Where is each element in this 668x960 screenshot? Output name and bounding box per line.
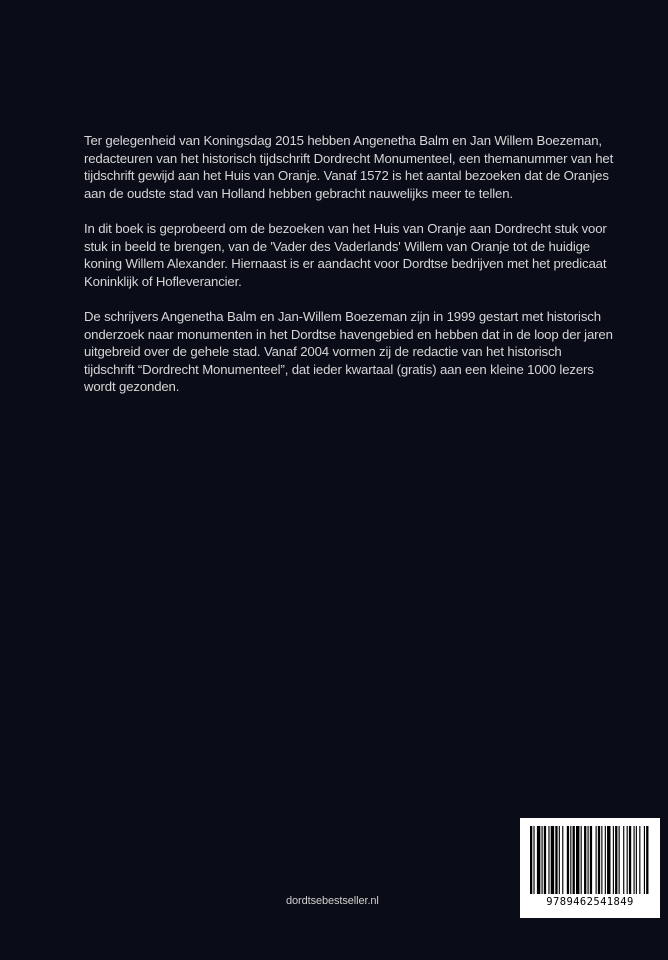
barcode-bar (537, 826, 540, 894)
barcode-bar (533, 826, 534, 894)
barcode-bars (530, 826, 650, 896)
barcode-bar (636, 826, 637, 894)
blurb-paragraph-1: Ter gelegenheid van Koningsdag 2015 hebben Angenetha Balm en Jan Willem Boezeman, redacteuren van het historisch tijdschrift Dordrecht Monumenteel, een themanummer van het tijdschrift gewijd aan het Huis van Oranje. Vanaf 1572 is het aantal bezoeken dat de Oranjes aan de oudste stad van Holland hebben gebracht nauwelijks meer te tellen. (84, 133, 614, 201)
barcode-bar (590, 826, 592, 894)
isbn-digits: 9789462541849 (546, 896, 634, 908)
barcode-bar (588, 826, 589, 894)
barcode-bar (601, 826, 602, 894)
barcode-bar (570, 826, 571, 894)
barcode-bar (573, 826, 575, 894)
barcode-bar (627, 826, 628, 894)
blurb-paragraph-2: In dit boek is geprobeerd om de bezoeken van het Huis van Oranje aan Dordrecht stuk voor stuk in beeld te brengen, van de 'Vader des Vaderlands' Willem van Oranje tot de huidige koning Willem Alexander. Hiernaast is er aandacht voor Dordtse bedrijven met het predicaat Koninklijk of Hofleverancier. (84, 220, 607, 289)
barcode-bar (634, 826, 635, 894)
barcode-bar (551, 826, 554, 894)
barcode-bar (544, 826, 546, 894)
barcode-bar (619, 826, 620, 894)
barcode-bar (629, 826, 631, 894)
barcode-bar (581, 826, 582, 894)
barcode-bar (562, 826, 563, 894)
barcode-bar (596, 826, 597, 894)
barcode-bar (576, 826, 579, 894)
barcode-bar (605, 826, 606, 894)
publisher-website: dordtsebestseller.nl (286, 895, 379, 907)
barcode-bar (615, 826, 617, 894)
isbn-barcode (520, 818, 660, 918)
barcode-bar (530, 826, 532, 894)
blurb-text (84, 132, 624, 414)
barcode-bar (644, 826, 645, 894)
barcode-bar (542, 826, 543, 894)
barcode-bar (567, 826, 569, 894)
blurb-paragraph-3: De schrijvers Angenetha Balm en Jan-Willem Boezeman zijn in 1999 gestart met historisch onderzoek naar monumenten in het Dordtse havengebied en hebben dat in de loop der jaren uitgebreid over de gehele stad. Vanaf 2004 vormen zij de redactie van het historisch tijdschrift “Dordrecht Monumenteel”, dat ieder kwartaal (gratis) aan een kleine 1000 lezers wordt gezonden. (84, 308, 613, 395)
barcode-bar (598, 826, 600, 894)
barcode-bar (639, 826, 640, 894)
barcode-bar (584, 826, 586, 894)
barcode-bar (559, 826, 560, 894)
barcode-bar (646, 826, 648, 894)
barcode-bar (613, 826, 614, 894)
barcode-bar (623, 826, 624, 894)
barcode-bar (548, 826, 549, 894)
barcode-bar (607, 826, 610, 894)
barcode-bar (555, 826, 557, 894)
